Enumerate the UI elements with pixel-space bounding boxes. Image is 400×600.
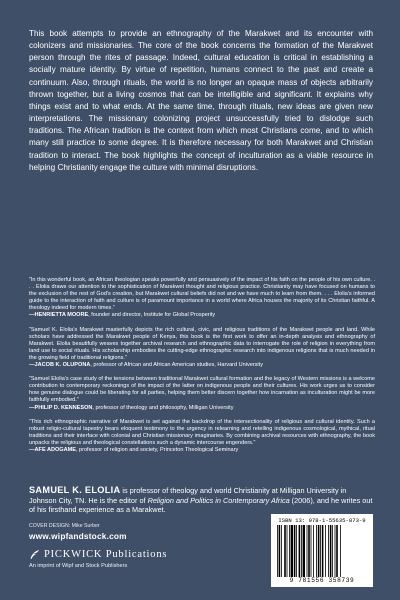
barcode-bar bbox=[281, 525, 282, 577]
endorser-affiliation: , professor of religion and society, Princeton Theological Seminary bbox=[75, 446, 239, 453]
author-bio-text: is professor of theology and world Christianity at Milligan University in Johnson City, TN. He is the editor of bbox=[29, 486, 347, 505]
barcode-bar bbox=[322, 525, 324, 577]
author-book-title: Religion and Politics in Contemporary Africa bbox=[147, 495, 290, 505]
endorsement-attribution bbox=[29, 405, 375, 412]
endorser-name: —JACOB K. OLUPONA bbox=[29, 362, 91, 369]
barcode-bar bbox=[303, 525, 305, 577]
barcode-bar bbox=[296, 525, 297, 577]
endorsement-attribution bbox=[29, 362, 375, 369]
barcode-bar bbox=[325, 525, 326, 577]
barcode-bar bbox=[332, 525, 333, 577]
author-name: SAMUEL K. ELOLIA bbox=[29, 485, 121, 495]
author-bio-text-end: (2006), and he writes out of his firsthand experience as a Marakwet. bbox=[29, 495, 373, 515]
barcode-digits: 9 781556 358739 bbox=[289, 577, 355, 584]
barcode bbox=[271, 514, 373, 587]
endorsement bbox=[29, 419, 375, 454]
barcode-bar bbox=[313, 525, 314, 577]
isbn-label: ISBN 13: 978-1-55635-873-9 bbox=[278, 517, 366, 524]
endorsement-text: “Samuel K. Elolia’s Marakwet masterfully depicts the rich cultural, civic, and religious traditions of the Marakwet people and land. While scholars have addressed the Marakwet people of Kenya, this book is the first work to offer an in-depth analysis and ethnography of Marakwet. Elolia beautifully weaves together archival research and ethnographic data to interrogate the role of religion in everything from land use to social rituals. His scholarship embodies the cutting-edge ethnographic research into indigenous religions that is much needed in the growing field of traditional religions.” bbox=[29, 326, 375, 361]
barcode-bar bbox=[277, 525, 278, 577]
barcode-bar bbox=[336, 525, 338, 577]
endorsement-text: “In this wonderful book, an African theologian speaks powerfully and persuasively of the impact of his faith on the people of his own culture. . . . Elolia draws our attention to the sophistication of Marakwet thought and religious practice. Christianity may have focused on humans to the exclusion of the rest of God’s creation, but Marakwet cultural beliefs did not and we have much to learn from them. . . . Elolia’s informed guide to the interaction of faith and culture is of paramount importance in a world where Africa houses the majority of its Christian faithful. A theology indeed for modern times.” bbox=[29, 277, 375, 312]
endorser-name: —PHILIP D. KENNESON bbox=[29, 404, 93, 411]
barcode-bar bbox=[294, 525, 296, 577]
endorser-affiliation: , founder and director, Institute for Global Prosperity bbox=[88, 312, 216, 319]
barcode-bar bbox=[299, 525, 301, 577]
barcode-bar bbox=[291, 525, 293, 577]
cover-design-credit: COVER DESIGN: Mike Surber bbox=[29, 523, 100, 529]
endorsement bbox=[29, 277, 375, 320]
publisher-logo bbox=[29, 549, 167, 560]
endorser-affiliation: , professor of theology and philosophy, Milligan University bbox=[92, 404, 234, 411]
endorsement-text: “This rich ethnographic narrative of Marakwet is set against the backdrop of the intersectionality of religious and cultural identity. Such a robust religio-cultural tapestry bears eloquent testimony to the urgency in relearning and retelling indigenous cosmological, mythical, ritual traditions and their interface with colonial and Christian missionary imaginaries. By combining archival resources with ethnography, the book unpacks the religious and theological constellations such a dynamic intercourse engenders.” bbox=[29, 418, 375, 446]
endorsement bbox=[29, 376, 375, 411]
publisher-imprint-note: An imprint of Wipf and Stock Publishers bbox=[29, 563, 128, 569]
endorsement-text: “Samuel Elolia’s case study of the tensions between traditional Marakwet cultural formation and the legacy of Western missions is a welcome contribution to contemporary reckonings of the impact of the latter on indigenous people and their cultures. His work urges us to consider how genuine dialogue could be liberating for all parties, helping them better discern together how incarnation as inculturation might be more faithfully embodied.” bbox=[29, 376, 375, 404]
barcode-bar bbox=[289, 525, 290, 577]
barcode-bar bbox=[307, 525, 308, 577]
endorsements bbox=[29, 277, 375, 461]
endorsement-attribution bbox=[29, 312, 375, 319]
barcode-bar bbox=[320, 525, 321, 577]
barcode-bar bbox=[311, 525, 312, 577]
book-description: This book attempts to provide an ethnography of the Marakwet and its encounter with colonizers and missionaries. The core of the book concerns the formation of the Marakwet person through the rites of passage. Indeed, cultural education is critical in establishing a socially mature identity. By virtue of repetition, humans connect to the past and create a continuum. Also, through rituals, the world is no longer an opaque mass of objects arbitrarily thrown together, but a living cosmos that can be intelligible and significant. It explains why things exist and to what ends. At the same time, through rituals, new ideas are given new interpretations. The missionary colonizing project unsuccessfully tried to dislodge such traditions. The African tradition is the context from which most Christians come, and to which many still practice to some degree. It is therefore necessary for both Marakwet and Christian tradition to interact. The book highlights the concept of inculturation as a viable resource in helping Christianity engage the culture with minimal disruptions. bbox=[29, 29, 373, 172]
barcode-bar bbox=[335, 525, 336, 577]
barcode-bars-icon bbox=[275, 525, 369, 577]
endorsement-attribution bbox=[29, 447, 375, 454]
author-bio bbox=[29, 486, 375, 515]
barcode-bar bbox=[328, 525, 329, 577]
barcode-bar bbox=[316, 525, 317, 577]
barcode-bar bbox=[340, 525, 341, 577]
endorsement bbox=[29, 327, 375, 370]
barcode-bar bbox=[301, 525, 302, 577]
endorser-name: —AFE ADOGAME bbox=[29, 446, 76, 453]
publisher-name: PICKWICK Publications bbox=[44, 549, 168, 560]
barcode-bar bbox=[287, 525, 288, 577]
barcode-bar bbox=[318, 525, 320, 577]
quill-icon bbox=[29, 549, 40, 560]
endorser-name: —HENRIETTA MOORE bbox=[29, 312, 89, 319]
endorser-affiliation: , professor of African and African American studies, Harvard University bbox=[90, 362, 263, 369]
barcode-bar bbox=[308, 525, 310, 577]
barcode-bar bbox=[279, 525, 281, 577]
barcode-bar bbox=[284, 525, 286, 577]
barcode-bar bbox=[330, 525, 332, 577]
publisher-website-link[interactable]: www.wipfandstock.com bbox=[29, 531, 127, 541]
